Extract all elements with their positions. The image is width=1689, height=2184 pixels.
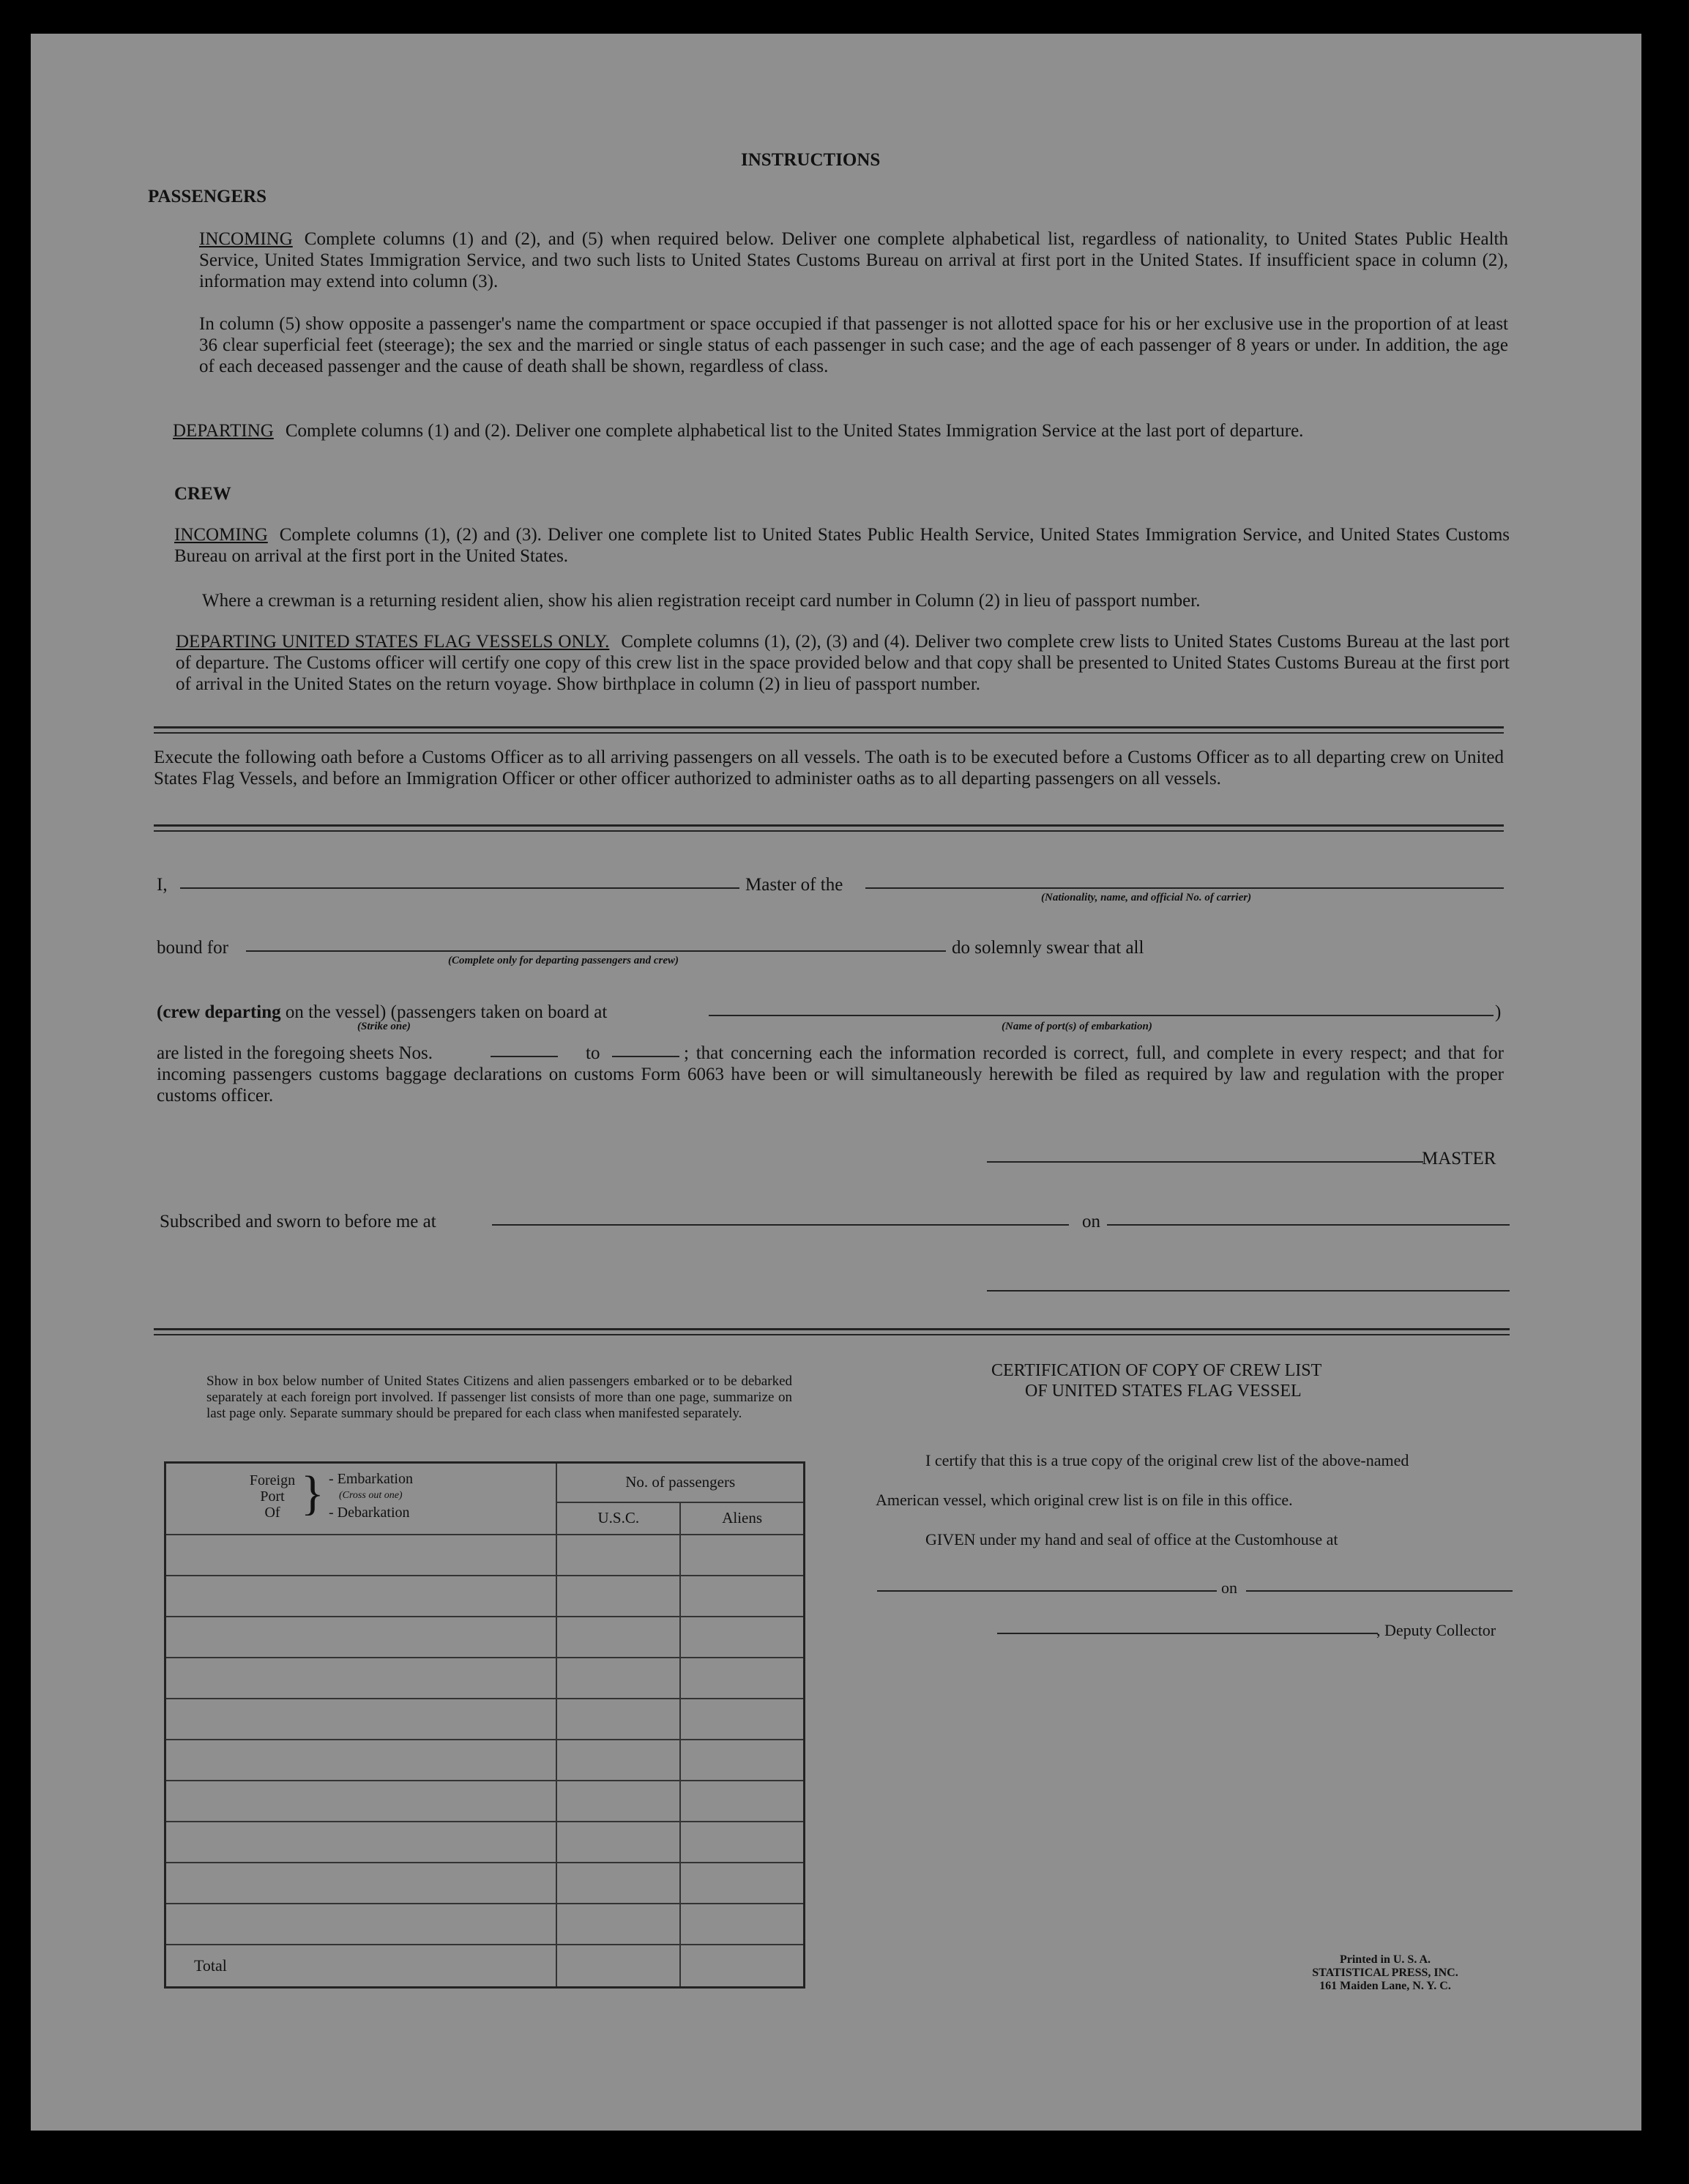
usc-cell[interactable] (556, 1576, 680, 1617)
usc-total-cell[interactable] (556, 1945, 680, 1987)
certification-title-line2: OF UNITED STATES FLAG VESSEL (1025, 1382, 1302, 1401)
usc-cell[interactable] (556, 1740, 680, 1781)
port-cell[interactable] (165, 1535, 557, 1576)
sworn-place-field[interactable] (492, 1224, 1069, 1226)
given-line: GIVEN under my hand and seal of office at the Customhouse at (925, 1530, 1338, 1548)
passengers-departing-label: DEPARTING (173, 421, 274, 441)
total-label: Total (165, 1945, 557, 1987)
passengers-incoming-label: INCOMING (199, 229, 293, 249)
aliens-cell[interactable] (680, 1699, 804, 1740)
aliens-header: Aliens (680, 1502, 804, 1535)
certification-title-line1: CERTIFICATION OF COPY OF CREW LIST (991, 1361, 1322, 1380)
passengers-incoming-text: Complete columns (1) and (2), and (5) when required below. Deliver one complete alphabetical list, regardless of nationality, to United States Public Health Service, United States Immigration Service, and two such lists to United States Customs Bureau on arrival at first port in the United States. If insufficient space in column (2), information may extend into column (3). (199, 229, 1508, 291)
port-cell[interactable] (165, 1658, 557, 1699)
subscribed-label: Subscribed and sworn to before me at (160, 1212, 436, 1231)
nationality-caption: (Nationality, name, and official No. of carrier) (1041, 892, 1252, 903)
foreign-label: Foreign (249, 1472, 296, 1488)
port-cell[interactable] (165, 1822, 557, 1863)
master-of-label: Master of the (745, 875, 843, 895)
aliens-cell[interactable] (680, 1576, 804, 1617)
crew-returning-paragraph: Where a crewman is a returning resident alien, show his alien registration receipt card number in Column (2) in lieu of passport number. (202, 591, 1201, 611)
crew-departing-label: DEPARTING UNITED STATES FLAG VESSELS ONLY. (176, 632, 610, 652)
divider-rule (154, 726, 1504, 734)
embarkation-ports-field[interactable] (709, 1015, 1494, 1016)
certification-on-label: on (1221, 1579, 1237, 1597)
brace-icon: } (301, 1466, 324, 1520)
usc-cell[interactable] (556, 1658, 680, 1699)
bound-for-label: bound for (157, 938, 228, 958)
usc-cell[interactable] (556, 1863, 680, 1904)
aliens-cell[interactable] (680, 1740, 804, 1781)
port-cell[interactable] (165, 1699, 557, 1740)
oath-instruction: Execute the following oath before a Customs Officer as to all arriving passengers on all vessels. The oath is to be executed before a Customs Officer as to all departing crew on United States Flag Vessels, and before an Immigration Officer or other officer authorized to administer oaths as to all departing passengers on all vessels. (154, 748, 1504, 789)
divider-rule (154, 824, 1504, 832)
customhouse-field[interactable] (877, 1590, 1217, 1592)
printer-line3: 161 Maiden Lane, N. Y. C. (1319, 1980, 1451, 1992)
printer-line1: Printed in U. S. A. (1339, 1953, 1431, 1966)
usc-cell[interactable] (556, 1822, 680, 1863)
complete-only-caption: (Complete only for departing passengers and crew) (448, 955, 679, 966)
port-cell[interactable] (165, 1863, 557, 1904)
oath-on-label: on (1082, 1212, 1100, 1231)
crew-departing-text: Complete columns (1), (2), (3) and (4). Deliver two complete crew lists to United States Customs Bureau at the last port of departure. The Customs officer will certify one copy of this crew list in the space provided below and that copy shall be presented to United States Customs Bureau at the first port of arrival in the United States on the return voyage. Show birthplace in column (2) in lieu of passport number. (176, 632, 1510, 694)
crew-departing-paragraph (176, 631, 1510, 695)
aliens-cell[interactable] (680, 1904, 804, 1945)
usc-cell[interactable] (556, 1904, 680, 1945)
master-name-field[interactable] (180, 887, 739, 889)
passengers-incoming-paragraph (199, 228, 1508, 292)
passenger-summary-table (164, 1461, 805, 1989)
document-sheet (31, 34, 1641, 2131)
passengers-departing-text: Complete columns (1) and (2). Deliver one complete alphabetical list to the United States Immigration Service at the last port of departure. (285, 421, 1304, 441)
swear-label: do solemnly swear that all (952, 938, 1144, 958)
crew-departing-option[interactable]: (crew departing on the vessel) (passengers taken on board at (157, 1002, 608, 1022)
instructions-title: INSTRUCTIONS (741, 150, 881, 170)
divider-rule (154, 1328, 1510, 1335)
aliens-cell[interactable] (680, 1781, 804, 1822)
crew-incoming-label: INCOMING (174, 525, 268, 545)
usc-cell[interactable] (556, 1535, 680, 1576)
no-of-passengers-header: No. of passengers (556, 1463, 804, 1502)
port-cell[interactable] (165, 1781, 557, 1822)
aliens-cell[interactable] (680, 1822, 804, 1863)
aliens-total-cell[interactable] (680, 1945, 804, 1987)
usc-cell[interactable] (556, 1781, 680, 1822)
oath-i-label: I, (157, 875, 168, 895)
aliens-cell[interactable] (680, 1658, 804, 1699)
usc-cell[interactable] (556, 1699, 680, 1740)
crew-incoming-text: Complete columns (1), (2) and (3). Deliver one complete list to United States Public Health Service, United States Immigration Service, and United States Customs Bureau on arrival at the first port in the United States. (174, 525, 1510, 566)
port-cell[interactable] (165, 1617, 557, 1658)
master-label: MASTER (1422, 1149, 1496, 1169)
strike-one-caption: (Strike one) (357, 1021, 411, 1032)
close-paren: ) (1495, 1002, 1502, 1022)
usc-header: U.S.C. (556, 1502, 680, 1535)
sworn-date-field[interactable] (1107, 1224, 1510, 1226)
aliens-cell[interactable] (680, 1617, 804, 1658)
passengers-departing-paragraph (173, 420, 1508, 441)
officer-signature-field[interactable] (987, 1290, 1510, 1292)
cross-out-caption: (Cross out one) (339, 1490, 403, 1501)
printer-line2: STATISTICAL PRESS, INC. (1312, 1967, 1458, 1979)
crew-heading: CREW (174, 484, 231, 504)
to-label: to (586, 1043, 600, 1063)
master-signature-field[interactable] (987, 1161, 1423, 1163)
port-cell[interactable] (165, 1740, 557, 1781)
summary-instruction: Show in box below number of United States Citizens and alien passengers embarked or to be debarked separately at each foreign port involved. If passenger list consists of more than one page, summarize on last page only. Separate summary should be prepared for each class when manifested separately. (206, 1374, 792, 1421)
ports-caption: (Name of port(s) of embarkation) (1002, 1021, 1152, 1032)
printer-imprint (1275, 1953, 1495, 1993)
embarkation-label[interactable]: - Embarkation (329, 1471, 413, 1487)
listed-label: are listed in the foregoing sheets Nos. (157, 1043, 433, 1063)
debarkation-label[interactable]: - Debarkation (329, 1505, 410, 1521)
passengers-column5-paragraph: In column (5) show opposite a passenger's name the compartment or space occupied if that passenger is not allotted space for his or her exclusive use in the proportion of at least 36 clear superficial feet (steerage); the sex and the married or single status of each passenger in such case; and the age of each passenger of 8 years or under. In addition, the age of each deceased passenger and the cause of death shall be shown, regardless of class. (199, 314, 1508, 376)
carrier-field[interactable] (865, 887, 1504, 889)
certify-line2: American vessel, which original crew list is on file in this office. (876, 1491, 1293, 1509)
passengers-heading: PASSENGERS (148, 187, 267, 206)
certification-date-field[interactable] (1246, 1590, 1513, 1592)
usc-cell[interactable] (556, 1617, 680, 1658)
port-cell[interactable] (165, 1576, 557, 1617)
crew-incoming-paragraph (174, 524, 1510, 567)
listed-rest: ; that concerning each the information recorded is correct, full, and complete in every respect; and that for incoming passengers customs baggage declarations on customs Form 6063 have been or will simultaneously herewith be filed as required by law and regulation with the proper customs officer. (157, 1043, 1504, 1106)
port-label: Port (260, 1488, 285, 1505)
deputy-collector-label: , Deputy Collector (1376, 1621, 1496, 1639)
of-label: Of (264, 1505, 280, 1521)
aliens-cell[interactable] (680, 1535, 804, 1576)
certify-line1: I certify that this is a true copy of the original crew list of the above-named (925, 1451, 1409, 1469)
deputy-collector-signature-field[interactable] (997, 1633, 1378, 1634)
aliens-cell[interactable] (680, 1863, 804, 1904)
port-cell[interactable] (165, 1904, 557, 1945)
foreign-port-header (165, 1463, 557, 1535)
bound-for-field[interactable] (246, 950, 946, 952)
